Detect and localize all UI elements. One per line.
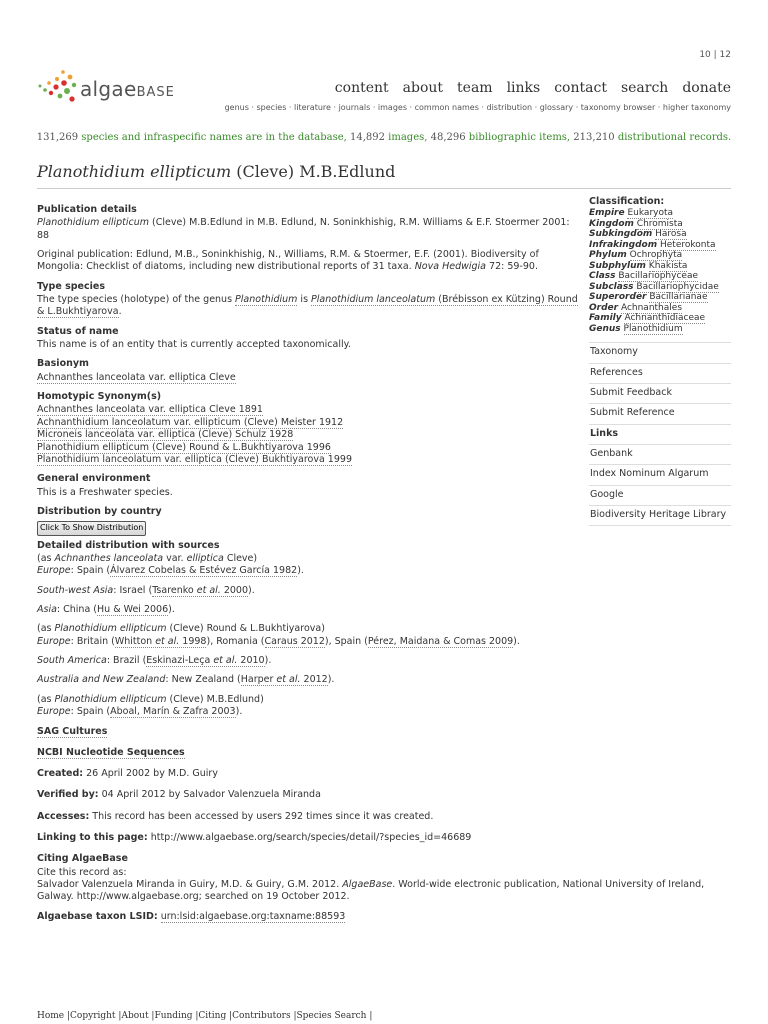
algaebase-logo[interactable] bbox=[37, 66, 197, 106]
taxon-link[interactable]: Heterokonta bbox=[659, 239, 716, 250]
source-close: ). bbox=[168, 603, 175, 615]
synonym-link[interactable]: Planothidium ellipticum (Cleve) Round & L.Bukhtiyarova 1996 bbox=[37, 441, 331, 453]
harper-author: Harper bbox=[240, 674, 277, 686]
footer-home[interactable]: Home bbox=[37, 1011, 65, 1021]
sidebar-item-submit-feedback[interactable]: Submit Feedback bbox=[589, 384, 731, 404]
accesses-info bbox=[37, 811, 731, 823]
sidebar-item-references[interactable]: References bbox=[589, 364, 731, 384]
g2-author: (Cleve) Round & L.Bukhtiyarova) bbox=[166, 623, 325, 635]
accesses-label: Accesses: bbox=[37, 810, 90, 822]
type-species-author: (Brébisson ex Kützing) Round & L.Bukhtiyarova bbox=[37, 294, 578, 318]
sidebar-links bbox=[589, 342, 731, 526]
tsarenko-author: Tsarenko bbox=[152, 584, 197, 596]
synonym-link[interactable]: Microneis lanceolata var. elliptica (Cleve) Schulz 1928 bbox=[37, 429, 294, 441]
stat-distrib-text: distributional records. bbox=[614, 132, 732, 143]
region-swasia: South-west Asia bbox=[37, 584, 114, 596]
environment-text: This is a Freshwater species. bbox=[37, 486, 173, 498]
taxon-link[interactable]: Achnanthidiaceae bbox=[624, 313, 706, 324]
footer-copyright[interactable]: Copyright bbox=[70, 1011, 116, 1021]
classification-row bbox=[589, 219, 731, 230]
original-journal: Nova Hedwigia bbox=[414, 261, 487, 273]
rank-label: Genus bbox=[589, 323, 621, 334]
source-close: ). bbox=[235, 706, 243, 718]
stat-images-text: images, bbox=[384, 132, 431, 143]
stat-species-text: species and infraspecific names are in the database, bbox=[78, 132, 350, 143]
taxon-link[interactable]: Planothidium bbox=[623, 323, 683, 334]
et-al: et al. bbox=[155, 635, 180, 647]
citing-intro: Cite this record as: bbox=[37, 866, 127, 878]
classification-row bbox=[589, 208, 731, 219]
nav-donate[interactable]: donate bbox=[682, 80, 731, 96]
g2-name: Planothidium ellipticum bbox=[54, 623, 167, 635]
verified-label: Verified by: bbox=[37, 789, 99, 801]
citing-algaebase: AlgaeBase bbox=[342, 879, 393, 891]
main-nav bbox=[335, 79, 731, 97]
distribution-group-3 bbox=[37, 694, 582, 719]
classification-row bbox=[589, 303, 731, 314]
lsid-info bbox=[37, 911, 731, 923]
sidebar-item-index-nominum[interactable]: Index Nominum Algarum bbox=[589, 465, 731, 485]
source-whitton-link[interactable] bbox=[115, 636, 207, 648]
linking-info bbox=[37, 832, 731, 844]
ncbi-sequences-link[interactable]: NCBI Nucleotide Sequences bbox=[37, 746, 185, 758]
source-harper-link[interactable] bbox=[241, 674, 328, 686]
country-britain: : Britain ( bbox=[70, 635, 115, 647]
sidebar-item-taxonomy[interactable]: Taxonomy bbox=[589, 343, 731, 363]
region-europe: Europe bbox=[37, 635, 71, 647]
page-title bbox=[37, 162, 395, 183]
whitton-author: Whitton bbox=[114, 635, 156, 647]
page-number: 10 | 12 bbox=[699, 50, 731, 60]
footer-citing[interactable]: Citing bbox=[198, 1011, 227, 1021]
created-value: 26 April 2002 by M.D. Guiry bbox=[83, 768, 218, 780]
source-close: ). bbox=[248, 584, 255, 596]
region-samerica: South America bbox=[37, 655, 107, 667]
stat-biblio-count: 48,296 bbox=[430, 132, 466, 143]
synonym-link[interactable]: Achnanthes lanceolata var. elliptica Cleve 1891 bbox=[37, 404, 263, 416]
country-israel: : Israel ( bbox=[113, 584, 153, 596]
linking-label: Linking to this page: bbox=[37, 832, 148, 844]
lsid-label: Algaebase taxon LSID: bbox=[37, 910, 158, 922]
rank-label: Phylum bbox=[589, 250, 627, 261]
taxon-link[interactable]: Achnanthales bbox=[620, 302, 683, 313]
title-divider bbox=[37, 188, 731, 189]
eskinazi-author: Eskinazi-Leça bbox=[146, 655, 214, 667]
classification-row bbox=[589, 282, 731, 293]
source-eskinazi-link[interactable] bbox=[146, 655, 264, 667]
rank-label: Order bbox=[589, 302, 619, 313]
classification-row bbox=[589, 261, 731, 272]
status-heading: Status of name bbox=[37, 325, 119, 337]
nav-search[interactable]: search bbox=[620, 80, 669, 96]
harper-year: 2012 bbox=[300, 674, 328, 686]
environment-heading: General environment bbox=[37, 473, 151, 485]
sidebar bbox=[589, 196, 731, 526]
rank-label: Class bbox=[589, 271, 616, 282]
rank-label: Family bbox=[589, 313, 622, 324]
nav-contact[interactable]: contact bbox=[554, 80, 607, 96]
country-spain: ), Spain ( bbox=[324, 635, 368, 647]
stat-species-count: 131,269 bbox=[36, 132, 79, 143]
title-author: (Cleve) M.B.Edlund bbox=[236, 162, 396, 181]
status-text: This name is of an entity that is currently accepted taxonomically. bbox=[37, 339, 351, 351]
tsarenko-year: 2000 bbox=[220, 584, 249, 596]
classification-row bbox=[589, 324, 731, 335]
source-close: ). bbox=[264, 655, 272, 667]
distribution-samerica bbox=[37, 655, 582, 667]
country-romania: ), Romania ( bbox=[206, 635, 265, 647]
show-distribution-button[interactable]: Click To Show Distribution bbox=[37, 521, 146, 535]
country-nz: : New Zealand ( bbox=[165, 674, 241, 686]
created-info bbox=[37, 768, 582, 780]
footer-funding[interactable]: Funding bbox=[154, 1011, 193, 1021]
distribution-group-2 bbox=[37, 623, 582, 648]
type-species-heading: Type species bbox=[37, 280, 105, 292]
whitton-year: 1998 bbox=[179, 635, 207, 647]
rank-label: Superorder bbox=[589, 292, 647, 303]
classification-row bbox=[589, 229, 731, 240]
citing-text bbox=[37, 867, 731, 904]
g1-name: Achnanthes lanceolata bbox=[54, 552, 164, 564]
taxon-link[interactable]: Harosa bbox=[655, 229, 687, 240]
country-spain: : Spain ( bbox=[70, 706, 111, 718]
rank-label: Subphylum bbox=[589, 260, 646, 271]
basionym-link[interactable]: Achnanthes lanceolata var. elliptica Cleve bbox=[37, 371, 236, 383]
source-caraus-link[interactable]: Caraus 2012 bbox=[264, 635, 325, 647]
source-close: ). bbox=[297, 565, 304, 577]
taxon-link[interactable]: Bacillarianae bbox=[649, 292, 708, 303]
taxon-link[interactable]: Bacillariophycidae bbox=[636, 281, 719, 292]
sub-nav[interactable]: genus · species · literature · journals · images · common names · distribution · glossary · taxonomy browser · higher taxonomy bbox=[224, 103, 731, 112]
rank-label: Subclass bbox=[589, 281, 634, 292]
et-al: et al. bbox=[196, 584, 221, 596]
sidebar-item-genbank[interactable]: Genbank bbox=[589, 445, 731, 465]
nav-links[interactable]: links bbox=[506, 80, 541, 96]
stat-images-count: 14,892 bbox=[349, 132, 385, 143]
distribution-heading: Distribution by country bbox=[37, 505, 162, 517]
type-species-end: . bbox=[118, 306, 122, 318]
logo-wordmark bbox=[80, 76, 175, 102]
classification-heading: Classification: bbox=[589, 196, 665, 207]
country-spain: : Spain ( bbox=[70, 565, 111, 577]
g3-author: (Cleve) M.B.Edlund) bbox=[166, 693, 264, 705]
footer-about[interactable]: About bbox=[121, 1011, 149, 1021]
rank-label: Infrakingdom bbox=[589, 239, 658, 250]
footer-contributors[interactable]: Contributors bbox=[232, 1011, 291, 1021]
taxon-link[interactable]: Eukaryota bbox=[627, 208, 674, 219]
created-label: Created: bbox=[37, 768, 84, 780]
publication-text: (Cleve) M.B.Edlund in M.B. Edlund, N. Soninkhishig, R.M. Williams & E.F. Stoermer 2001: 88 bbox=[37, 217, 570, 241]
accesses-value: This record has been accessed by users 292 times since it was created. bbox=[89, 810, 434, 822]
source-hu-link[interactable]: Hu & Wei 2006 bbox=[97, 603, 169, 615]
footer-nav: Home |Copyright |About |Funding |Citing |Contributors |Species Search | bbox=[37, 1011, 373, 1021]
verified-info bbox=[37, 789, 582, 801]
original-text: Original publication: Edlund, M.B., Soninkhishig, N., Williams, R.M. & Stoermer, E.F. (2001). Biodiversity of Mongolia: Checklist of diatoms, including new distributional reports of 31 taxa. bbox=[37, 249, 539, 273]
region-europe: Europe bbox=[37, 706, 71, 718]
source-tsarenko-link[interactable] bbox=[152, 585, 248, 597]
stat-distrib-count: 213,210 bbox=[573, 132, 615, 143]
g1-author: Cleve) bbox=[223, 552, 258, 564]
nav-content[interactable]: content bbox=[334, 80, 389, 96]
logo-main-text: algae bbox=[80, 77, 137, 101]
taxon-link[interactable]: Ochrophyta bbox=[629, 250, 683, 261]
source-close: ). bbox=[327, 674, 335, 686]
source-perez-link[interactable]: Pérez, Maidana & Comas 2009 bbox=[367, 635, 514, 647]
g3-name: Planothidium ellipticum bbox=[54, 693, 167, 705]
stat-biblio-text: bibliographic items, bbox=[465, 132, 574, 143]
eskinazi-year: 2010 bbox=[237, 655, 265, 667]
detailed-distribution-heading: Detailed distribution with sources bbox=[37, 539, 220, 551]
rank-label: Empire bbox=[589, 208, 625, 219]
lsid-link[interactable]: urn:lsid:algaebase.org:taxname:88593 bbox=[160, 910, 346, 922]
country-china: : China ( bbox=[56, 603, 98, 615]
g1-prefix: (as bbox=[37, 552, 55, 564]
synonyms-list bbox=[37, 404, 582, 466]
classification-row bbox=[589, 240, 731, 251]
logo-dots-icon bbox=[37, 66, 79, 106]
classification-row bbox=[589, 250, 731, 261]
sag-cultures-link[interactable]: SAG Cultures bbox=[37, 726, 108, 738]
g1-var-label: var. bbox=[163, 552, 187, 564]
synonyms-heading: Homotypic Synonym(s) bbox=[37, 391, 162, 403]
source-aboal-link[interactable]: Aboal, Marín & Zafra 2003 bbox=[110, 706, 236, 718]
synonym-link[interactable]: Planothidium lanceolatum var. elliptica (Cleve) Bukhtiyarova 1999 bbox=[37, 453, 352, 465]
sidebar-links-heading: Links bbox=[589, 425, 731, 445]
source-alvarez-link[interactable]: Álvarez Cobelas & Estévez García 1982 bbox=[110, 565, 298, 577]
publication-species: Planothidium ellipticum bbox=[37, 217, 150, 229]
linking-url[interactable]: http://www.algaebase.org/search/species/detail/?species_id=46689 bbox=[147, 832, 472, 844]
sidebar-item-submit-reference[interactable]: Submit Reference bbox=[589, 404, 731, 424]
region-asia: Asia bbox=[37, 603, 57, 615]
sidebar-item-google[interactable]: Google bbox=[589, 486, 731, 506]
type-species-a: The type species (holotype) of the genus bbox=[37, 294, 236, 306]
database-stats bbox=[0, 131, 768, 144]
g2-prefix: (as bbox=[37, 623, 55, 635]
sidebar-item-bhl[interactable]: Biodiversity Heritage Library bbox=[589, 506, 731, 526]
distribution-aus-nz bbox=[37, 674, 582, 686]
classification-row bbox=[589, 292, 731, 303]
taxon-link[interactable]: Chromista bbox=[636, 218, 683, 229]
classification-list bbox=[589, 208, 731, 334]
nav-about[interactable]: about bbox=[402, 80, 444, 96]
original-publication bbox=[37, 249, 582, 274]
taxon-link[interactable]: Khakista bbox=[648, 260, 688, 271]
distribution-swasia bbox=[37, 585, 582, 597]
et-al: et al. bbox=[213, 655, 238, 667]
rank-label: Kingdom bbox=[589, 218, 634, 229]
citing-heading: Citing AlgaeBase bbox=[37, 853, 128, 865]
type-species-text bbox=[37, 294, 582, 319]
distribution-group-1 bbox=[37, 553, 582, 578]
nav-team[interactable]: team bbox=[457, 80, 493, 96]
region-europe: Europe bbox=[37, 565, 71, 577]
source-close: ). bbox=[513, 635, 520, 647]
g3-prefix: (as bbox=[37, 693, 55, 705]
publication-heading: Publication details bbox=[37, 204, 137, 215]
type-genus-link[interactable]: Planothidium bbox=[235, 294, 298, 306]
basionym-heading: Basionym bbox=[37, 358, 89, 370]
region-aus-nz: Australia and New Zealand bbox=[37, 674, 166, 686]
verified-value: 04 April 2012 by Salvador Valenzuela Miranda bbox=[98, 789, 321, 801]
publication-details bbox=[37, 217, 582, 242]
country-brazil: : Brazil ( bbox=[106, 655, 147, 667]
title-species-name: Planothidium ellipticum bbox=[37, 162, 232, 181]
classification-row bbox=[589, 313, 731, 324]
et-al: et al. bbox=[276, 674, 301, 686]
rank-label: Subkingdom bbox=[589, 229, 653, 240]
type-species-name: Planothidium lanceolatum bbox=[311, 294, 436, 306]
type-species-b: is bbox=[297, 294, 312, 306]
taxon-link[interactable]: Bacillariophyceae bbox=[618, 271, 699, 282]
citing-a: Salvador Valenzuela Miranda in Guiry, M.D. & Guiry, G.M. 2012. bbox=[37, 879, 343, 891]
synonym-link[interactable]: Achnanthidium lanceolatum var. ellipticum (Cleve) Meister 1912 bbox=[37, 416, 344, 428]
g1-var: elliptica bbox=[186, 552, 224, 564]
classification-row bbox=[589, 271, 731, 282]
logo-sub-text: BASE bbox=[136, 85, 175, 100]
original-volume: 72: 59-90. bbox=[486, 261, 538, 273]
citing-b: . World-wide electronic publication, National University of Ireland, Galway. http://www.algaebase.org; searched on 19 October 2012. bbox=[37, 879, 705, 903]
footer-species-search[interactable]: Species Search bbox=[296, 1011, 367, 1021]
distribution-asia bbox=[37, 604, 582, 616]
